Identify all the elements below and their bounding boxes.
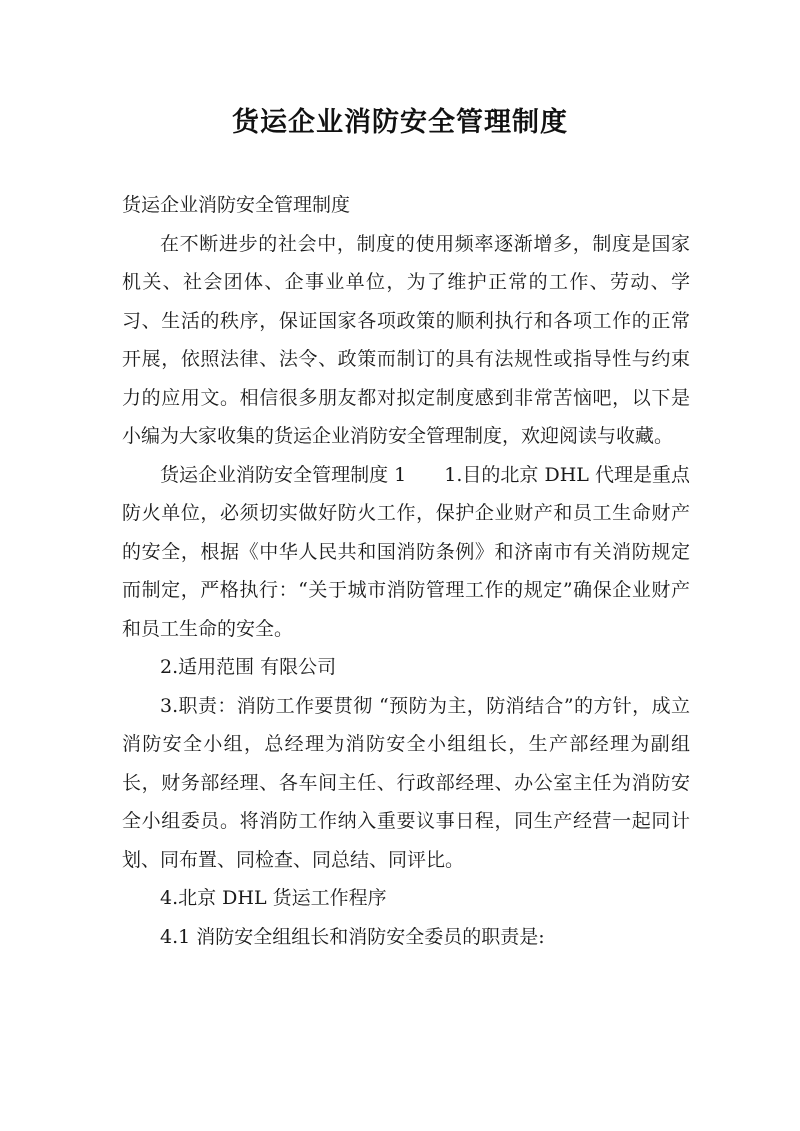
paragraph-purpose: 货运企业消防安全管理制度 1 1.目的北京 DHL 代理是重点防火单位，必须切实做好防火工作，保护企业财产和员工生命财产的安全，根据《中华人民共和国消防条例》和济南市有关消防规定而制定，严格执行：“关于城市消防管理工作的规定”确保企业财产和员工生命的安全。 — [122, 463, 690, 640]
paragraph-duties: 3.职责：消防工作要贯彻 “预防为主，防消结合”的方针，成立消防安全小组，总经理为消防安全小组组长，生产部经理为副组长，财务部经理、各车间主任、行政部经理、办公室主任为消防安全小组委员。将消防工作纳入重要议事日程，同生产经营一起同计划、同布置、同检查、同总结、同评比。 — [122, 694, 690, 871]
document-title: 货运企业消防安全管理制度 — [232, 107, 568, 138]
document-body — [122, 186, 690, 956]
paragraph-procedure: 4.北京 DHL 货运工作程序 — [160, 887, 387, 909]
paragraph-scope: 2.适用范围 有限公司 — [160, 656, 337, 678]
document-subtitle: 货运企业消防安全管理制度 — [122, 194, 351, 216]
paragraph-procedure-4-1: 4.1 消防安全组组长和消防安全委员的职责是: — [160, 925, 545, 948]
paragraph-intro: 在不断进步的社会中，制度的使用频率逐渐增多，制度是国家机关、社会团体、企事业单位，为了维护正常的工作、劳动、学习、生活的秩序，保证国家各项政策的顺利执行和各项工作的正常开展，依照法律、法令、政策而制订的具有法规性或指导性与约束力的应用文。相信很多朋友都对拟定制度感到非常苦恼吧，以下是小编为大家收集的货运企业消防安全管理制度，欢迎阅读与收藏。 — [122, 232, 690, 447]
